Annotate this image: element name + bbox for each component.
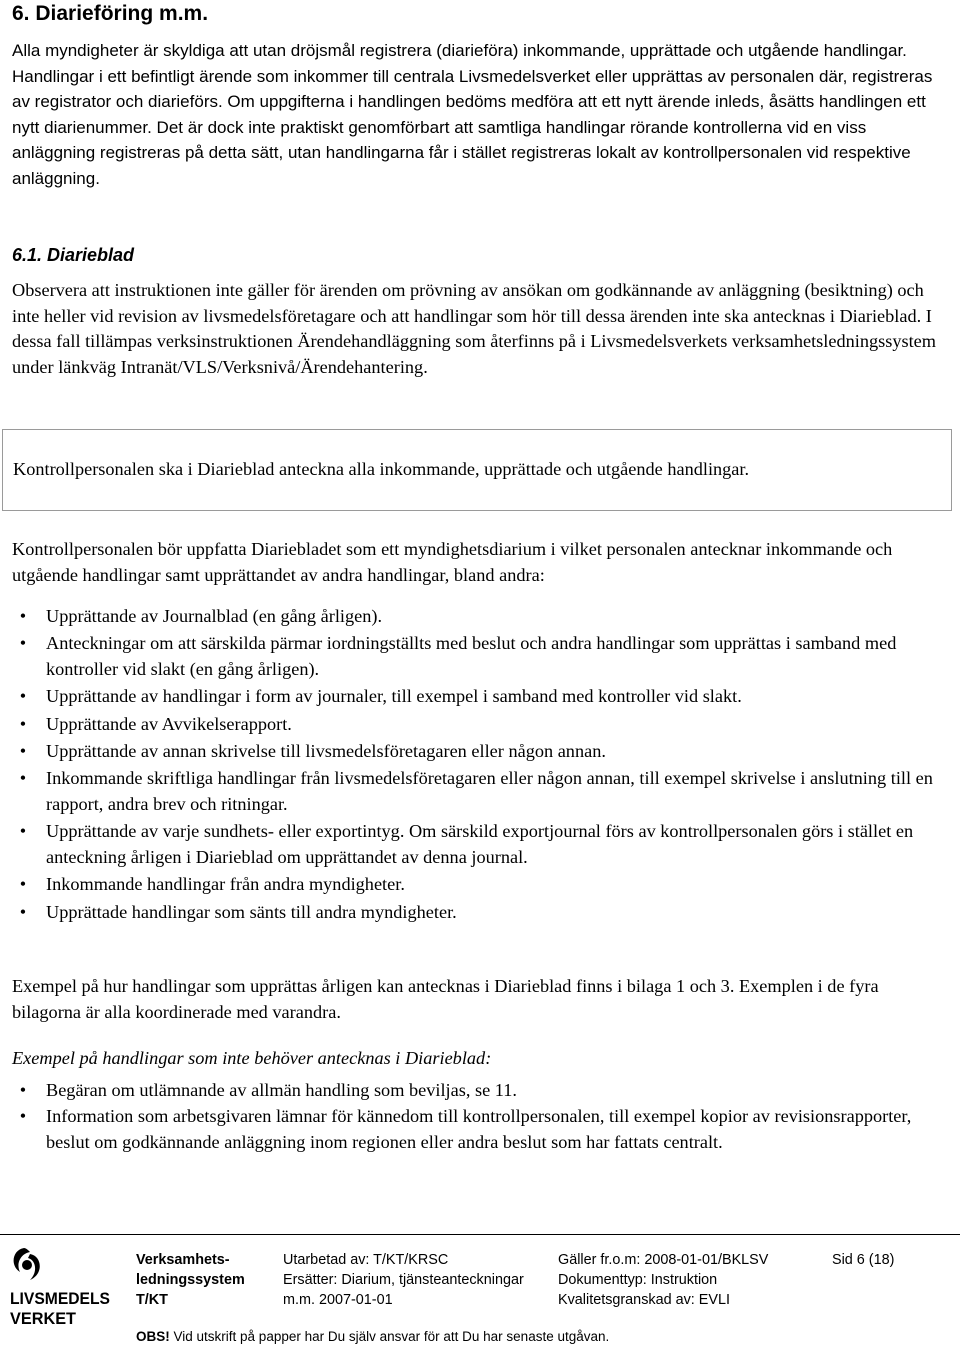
list-item-text: Upprättande av Journalblad (en gång årligen). [46, 606, 383, 626]
page-number: Sid 6 (18) [832, 1252, 895, 1268]
list-item [12, 739, 952, 765]
bullet-icon: • [19, 874, 27, 895]
list-item [12, 1078, 952, 1104]
bullet-icon: • [19, 633, 27, 654]
exempt-list [12, 1078, 952, 1155]
footer-utarbetad: Utarbetad av: T/KT/KRSC [283, 1252, 449, 1268]
print-notice-label: OBS! [136, 1329, 170, 1344]
print-notice-text: Vid utskrift på papper har Du själv ansvar för att Du har senaste utgåvan. [173, 1329, 610, 1344]
bullet-icon: • [19, 821, 27, 842]
footer-validity [558, 1250, 768, 1310]
list-item [12, 819, 952, 871]
callout-text: Kontrollpersonalen ska i Diarieblad anteckna alla inkommande, upprättade och utgående handlingar. [13, 459, 750, 479]
list-item-text: Anteckningar om att särskilda pärmar iordningställts med beslut och andra handlingar som upprättas i samband med kontroller vid slakt (en gång årligen). [46, 633, 897, 680]
list-item-text: Upprättande av annan skrivelse till livsmedelsföretagaren eller någon annan. [46, 740, 606, 761]
list-item [12, 766, 952, 818]
logo-text-1: LIVSMEDELS [10, 1289, 110, 1308]
logo-mark-icon [14, 1248, 40, 1280]
list-item [12, 684, 952, 710]
print-notice [136, 1328, 609, 1346]
list-item-text: Information som arbetsgivaren lämnar för kännedom till kontrollpersonalen, till exempel kopior av revisionsrapporter, beslut om godkännande anläggning inom regionen eller andra beslut som har fattats centralt. [46, 1105, 912, 1152]
footer-ersatter-1: Ersätter: Diarium, tjänsteanteckningar [283, 1272, 524, 1288]
intro-paragraph: Alla myndigheter är skyldiga att utan dröjsmål registrera (diarieföra) inkommande, upprättade och utgående handlingar. Handlingar i ett befintligt ärende som inkommer till centrala Livsmedelsverket eller upprättas av personalen där, registreras av registrator och diarieförs. Om uppgifterna i handlingen bedöms medföra att ett nytt ärende inleds, åsätts handlingen ett nytt diarienummer. Det är dock inte praktiskt genomförbart att samtliga handlingar rörande kontrollerna vid en viss anläggning registreras på detta sätt, utan handlingarna får i stället registreras lokalt av kontrollpersonalen vid respektive anläggning. [12, 41, 933, 188]
subsection-heading: 6.1. Diarieblad [12, 245, 135, 265]
bullet-icon: • [19, 1105, 27, 1126]
bullet-icon: • [19, 713, 27, 734]
list-item-text: Upprättade handlingar som sänts till andra myndigheter. [46, 901, 457, 922]
footer-kvalitet: Kvalitetsgranskad av: EVLI [558, 1292, 730, 1308]
bullet-icon: • [19, 740, 27, 761]
list-item [12, 872, 952, 898]
livsmedelsverket-logo [8, 1244, 118, 1330]
observera-paragraph: Observera att instruktionen inte gäller för ärenden om prövning av ansökan om godkännande av anläggning (besiktning) och inte heller vid revision av livsmedelsföretagare och att handlingar som hör till dessa ärenden inte ska antecknas i Diarieblad. I dessa fall tillämpas verksinstruktionen Ärendehandläggning som återfinns på i Livsmedelsverkets verksamhetsledningssystem under länkväg Intranät/VLS/Verksnivå/Ärendehantering. [12, 280, 937, 378]
bullet-icon: • [19, 768, 27, 789]
list-item-text: Begäran om utlämnande av allmän handling som beviljas, se 11. [46, 1080, 517, 1100]
callout-box [2, 429, 952, 511]
footer-rule [0, 1234, 960, 1235]
list-item-text: Inkommande skriftliga handlingar från livsmedelsföretagaren eller någon annan, till exempel skrivelse i anslutning till en rapport, andra brev och ritningar. [46, 768, 933, 815]
examples-paragraph: Exempel på hur handlingar som upprättas årligen kan antecknas i Diarieblad finns i bilaga 1 och 3. Exemplen i de fyra bilagorna är alla koordinerade med varandra. [12, 976, 879, 1022]
footer-galler: Gäller fr.o.m: 2008-01-01/BKLSV [558, 1252, 769, 1268]
bullet-icon: • [19, 1080, 27, 1100]
bullet-icon: • [19, 686, 27, 707]
guidance-paragraph: Kontrollpersonalen bör uppfatta Diariebladet som ett myndighetsdiarium i vilket personalen antecknar inkommande och utgående handlingar samt upprättandet av andra handlingar, bland andra: [12, 539, 893, 585]
list-item [12, 631, 952, 683]
footer-ersatter-2: m.m. 2007-01-01 [283, 1292, 393, 1308]
bullet-icon: • [19, 606, 27, 626]
list-item [12, 1104, 952, 1156]
list-item-text: Upprättande av Avvikelserapport. [46, 713, 292, 734]
bullet-icon: • [19, 901, 27, 922]
documents-list [12, 604, 952, 927]
logo-text-2: VERKET [10, 1309, 77, 1328]
examples-not-heading: Exempel på handlingar som inte behöver antecknas i Diarieblad: [12, 1048, 492, 1068]
section-heading: 6. Diarieföring m.m. [12, 2, 209, 25]
list-item [12, 900, 952, 926]
list-item-text: Upprättande av handlingar i form av journaler, till exempel i samband med kontroller vid slakt. [46, 686, 742, 707]
footer-authoring [283, 1250, 524, 1310]
list-item [12, 712, 952, 738]
footer-dokumenttyp: Dokumenttyp: Instruktion [558, 1272, 718, 1288]
list-item [12, 604, 952, 630]
list-item-text: Upprättande av varje sundhets- eller exportintyg. Om särskild exportjournal förs av kontrollpersonalen görs i stället en anteckning årligen i Diarieblad om upprättandet av denna journal. [46, 821, 914, 868]
list-item-text: Inkommande handlingar från andra myndigheter. [46, 874, 405, 895]
footer-system: Verksamhets- ledningssystem T/KT [136, 1252, 245, 1308]
